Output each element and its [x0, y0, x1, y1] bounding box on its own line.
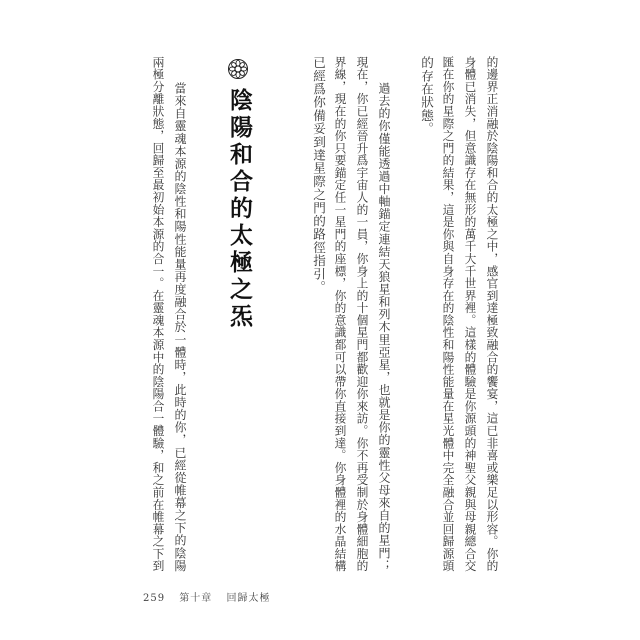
text-column-8: 已經爲你備妥到達星際之門的路徑指引。	[311, 56, 326, 294]
text-column-4: 的存在狀態。	[419, 56, 434, 136]
text-column-3: 匯在你的星際之門的結果，這是你與自身存在的陰性和陽性能量在星光體中完全融合並回歸源頭	[441, 56, 455, 573]
chapter-title: 回歸太極	[226, 593, 271, 604]
lotus-ornament-icon	[227, 58, 249, 80]
text-column-10: 兩極分離狀態，回歸至最初始本源的合一。在靈魂本源中的陰陽合一體驗，和之前在帷幕之下到	[151, 56, 165, 573]
text-column-6: 現在，你已經晉升爲宇宙人的一員，你身上的十個星門都歡迎你來訪。你不再受制於身體細胞的	[355, 56, 369, 573]
text-column-2: 身體已消失，但意識存在無形的萬千大千世界裡。這樣的體驗是你源頭的神聖父親與母親總合交	[463, 56, 477, 573]
chapter-label: 第十章	[179, 593, 213, 604]
text-column-5: 過去的你僅能透過中軸錨定連結天狼星和列木里亞星，也就是你的靈性父母來自的星門；	[377, 82, 391, 572]
page-number: 259	[143, 593, 166, 604]
text-column-9: 當來自靈魂本源的陰性和陽性能量再度融合於一體時，此時的你，已經從帷幕之下的陰陽	[173, 82, 187, 572]
section-title: 陰陽和合的太極之炁	[226, 88, 253, 331]
text-column-1: 的邊界正消融於陰陽和合的太極之中，感官到達極致融合的饗宴，這已非喜或樂足以形容。你的	[485, 56, 499, 573]
text-column-7: 界線，現在的你只要錨定任一星門的座標，你的意識都可以帶你直接到達。你身體裡的水晶結構	[333, 56, 347, 573]
page-footer	[143, 589, 280, 604]
